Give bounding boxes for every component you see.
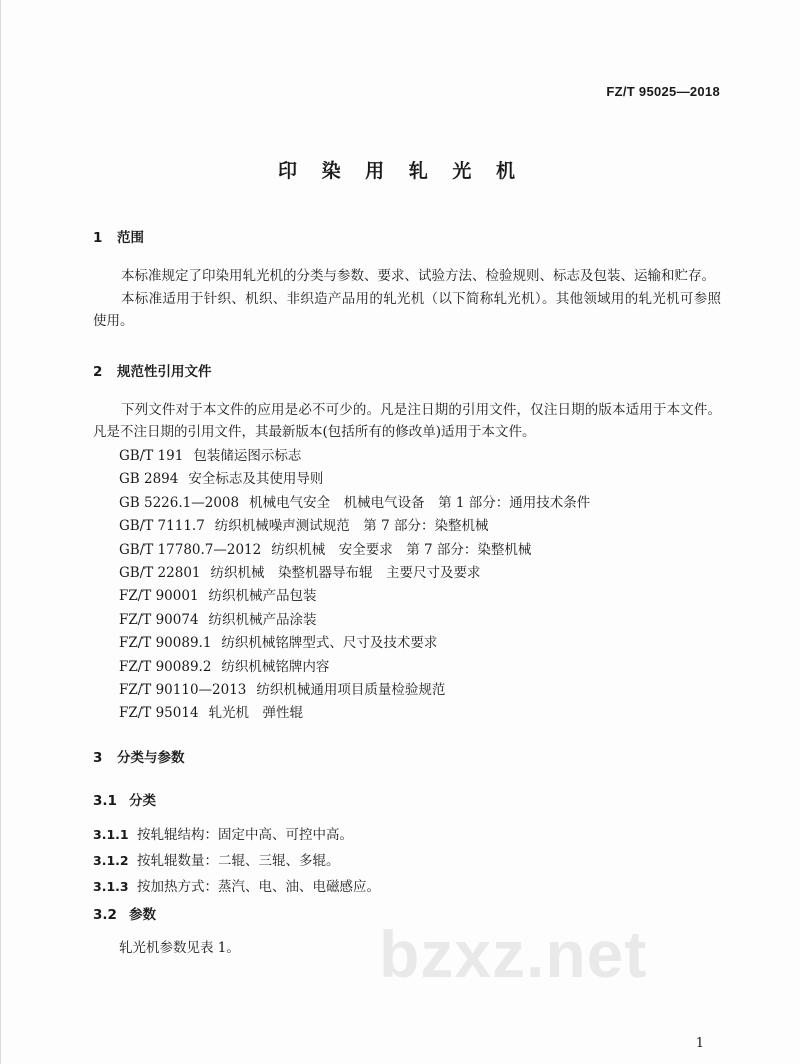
reference-title: 纺织机械铭牌内容 [221, 658, 330, 675]
subsection-3-2-heading [93, 903, 156, 923]
section-2-heading [93, 360, 212, 380]
document-title: 印 染 用 轧 光 机 [277, 160, 525, 182]
reference-code: GB/T 17780.7—2012 [119, 541, 262, 558]
references-intro: 下列文件对于本文件的应用是必不可少的。凡是注日期的引用文件，仅注日期的版本适用于本文件。凡是不注日期的引用文件，其最新版本(包括所有的修改单)适用于本文件。 [93, 402, 721, 440]
list-item [119, 445, 590, 468]
subsection-title: 分类 [129, 793, 156, 809]
reference-code: GB/T 22801 [119, 565, 201, 582]
reference-title: 纺织机械产品包装 [208, 588, 317, 605]
list-item [119, 609, 590, 632]
subsection-title: 参数 [129, 907, 156, 923]
reference-code: GB 5226.1—2008 [119, 494, 240, 511]
reference-code: FZ/T 95014 [119, 705, 199, 722]
list-item [93, 822, 380, 848]
clause-number: 3.1.1 [93, 827, 129, 842]
section-title: 规范性引用文件 [117, 364, 212, 380]
reference-code: GB/T 191 [119, 448, 184, 464]
section-3-heading [93, 746, 185, 766]
list-item [119, 468, 590, 491]
reference-list [119, 445, 590, 726]
list-item [119, 585, 590, 608]
list-item [119, 679, 590, 702]
reference-code: FZ/T 90089.2 [119, 658, 212, 675]
clause-text: 按轧辊数量：二辊、三辊、多辊。 [137, 853, 340, 869]
subsection-3-1-heading [93, 789, 156, 809]
reference-title: 纺织机械产品涂装 [208, 611, 317, 628]
list-item [119, 632, 590, 655]
reference-title: 纺织机械铭牌型式、尺寸及技术要求 [221, 635, 438, 652]
section-number: 1 [93, 230, 103, 246]
list-item [119, 702, 590, 725]
list-item [119, 492, 590, 515]
list-item [93, 874, 380, 900]
reference-title: 纺织机械 染整机器导布辊 主要尺寸及要求 [210, 565, 481, 582]
watermark: bzxz.net [379, 917, 648, 991]
reference-code: FZ/T 90001 [119, 588, 199, 605]
list-item [93, 848, 380, 874]
list-item [119, 562, 590, 585]
reference-code: GB 2894 [119, 471, 179, 488]
reference-title: 包装储运图示标志 [193, 448, 302, 464]
parameters-text: 轧光机参数见表 1。 [119, 940, 240, 956]
clause-text: 按加热方式：蒸汽、电、油、电磁感应。 [137, 879, 380, 895]
reference-title: 轧光机 弹性辊 [208, 705, 304, 722]
standard-number: FZ/T 95025—2018 [606, 84, 720, 99]
list-item [119, 539, 590, 562]
classification-list [93, 822, 380, 900]
clause-number: 3.1.3 [93, 879, 129, 894]
scope-paragraph-2: 本标准适用于针织、机织、非织造产品用的轧光机（以下简称轧光机）。其他领域用的轧光机可参照使用。 [93, 291, 721, 329]
reference-title: 纺织机械 安全要求 第 7 部分：染整机械 [271, 541, 532, 558]
section-number: 3 [93, 750, 103, 766]
list-item [119, 515, 590, 538]
reference-title: 机械电气安全 机械电气设备 第 1 部分：通用技术条件 [249, 494, 591, 511]
reference-code: GB/T 7111.7 [119, 518, 205, 535]
reference-code: FZ/T 90074 [119, 611, 199, 628]
reference-code: FZ/T 90110—2013 [119, 682, 247, 699]
section-number: 2 [93, 364, 103, 380]
scope-paragraph-1: 本标准规定了印染用轧光机的分类与参数、要求、试验方法、检验规则、标志及包装、运输和贮存。 [121, 268, 715, 284]
page-number: 1 [695, 1036, 704, 1051]
section-1-heading [93, 226, 144, 246]
clause-number: 3.1.2 [93, 853, 129, 868]
list-item [119, 656, 590, 679]
section-title: 分类与参数 [117, 750, 185, 766]
reference-title: 安全标志及其使用导则 [188, 471, 324, 488]
subsection-number: 3.1 [93, 793, 117, 809]
reference-title: 纺织机械通用项目质量检验规范 [256, 682, 446, 699]
clause-text: 按轧辊结构：固定中高、可控中高。 [137, 827, 353, 843]
reference-code: FZ/T 90089.1 [119, 635, 212, 652]
reference-title: 纺织机械噪声测试规范 第 7 部分：染整机械 [214, 518, 489, 535]
subsection-number: 3.2 [93, 907, 117, 923]
section-title: 范围 [117, 230, 144, 246]
